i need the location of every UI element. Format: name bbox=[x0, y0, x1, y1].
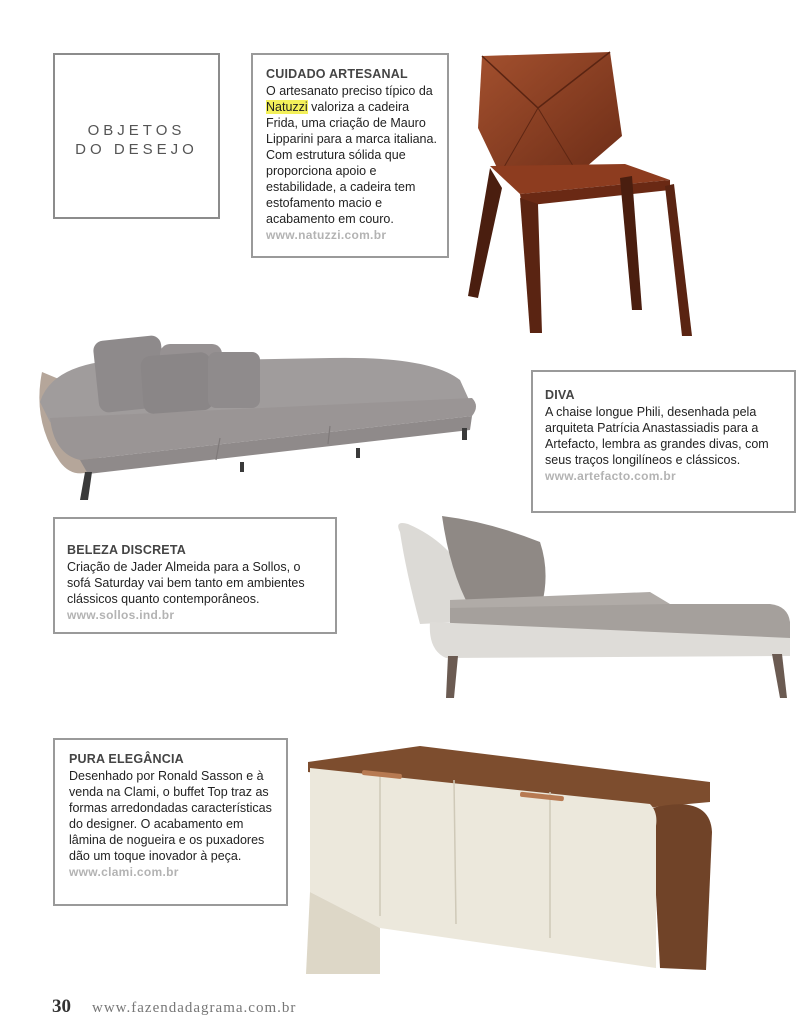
brand-highlight: Natuzzi bbox=[266, 100, 308, 114]
caption-heading: CUIDADO ARTESANAL bbox=[266, 67, 408, 81]
caption-url[interactable]: www.natuzzi.com.br bbox=[266, 228, 387, 242]
caption-beleza-discreta bbox=[53, 517, 337, 634]
caption-body: A chaise longue Phili, desenhada pela arquiteta Patrícia Anastassiadis para a Artefacto, lembra as grandes divas, com seus traços longilíneos e clássicos. bbox=[545, 405, 769, 467]
caption-body-text: O artesanato preciso típico da bbox=[266, 84, 433, 98]
saturday-sofa-image bbox=[30, 332, 480, 504]
caption-heading: DIVA bbox=[545, 388, 575, 402]
footer-site-url[interactable]: www.fazendadagrama.com.br bbox=[92, 1000, 297, 1016]
caption-url[interactable]: www.clami.com.br bbox=[69, 865, 179, 879]
caption-body-text: valoriza a cadeira Frida, uma criação de Mauro Lipparini para a marca italiana. Com estrutura sólida que proporciona apoio e estabilidade, a cadeira tem estofamento macio e acabamento em couro. bbox=[266, 100, 437, 226]
caption-url[interactable]: www.sollos.ind.br bbox=[67, 608, 175, 622]
section-title bbox=[55, 121, 218, 159]
caption-heading: BELEZA DISCRETA bbox=[67, 543, 186, 557]
caption-cuidado-artesanal bbox=[251, 53, 449, 258]
caption-url[interactable]: www.artefacto.com.br bbox=[545, 469, 676, 483]
top-buffet-image bbox=[300, 742, 720, 974]
caption-heading: PURA ELEGÂNCIA bbox=[69, 752, 184, 766]
caption-body bbox=[266, 83, 437, 227]
page-number: 30 bbox=[52, 996, 71, 1017]
section-title-box bbox=[53, 53, 220, 219]
caption-body: Criação de Jader Almeida para a Sollos, o sofá Saturday vai bem tanto em ambientes clássicos quanto contemporâneos. bbox=[67, 560, 305, 606]
section-title-line-2: DO DESEJO bbox=[75, 141, 198, 158]
frida-chair-image bbox=[460, 48, 700, 338]
phili-chaise-image bbox=[390, 512, 795, 702]
caption-diva bbox=[531, 370, 796, 513]
caption-pura-elegancia bbox=[53, 738, 288, 906]
section-title-line-1: OBJETOS bbox=[87, 122, 186, 139]
caption-body: Desenhado por Ronald Sasson e à venda na Clami, o buffet Top traz as formas arredondadas características do designer. O acabamento em lâmina de nogueira e os puxadores dão um toque inovador à peça. bbox=[69, 769, 272, 863]
